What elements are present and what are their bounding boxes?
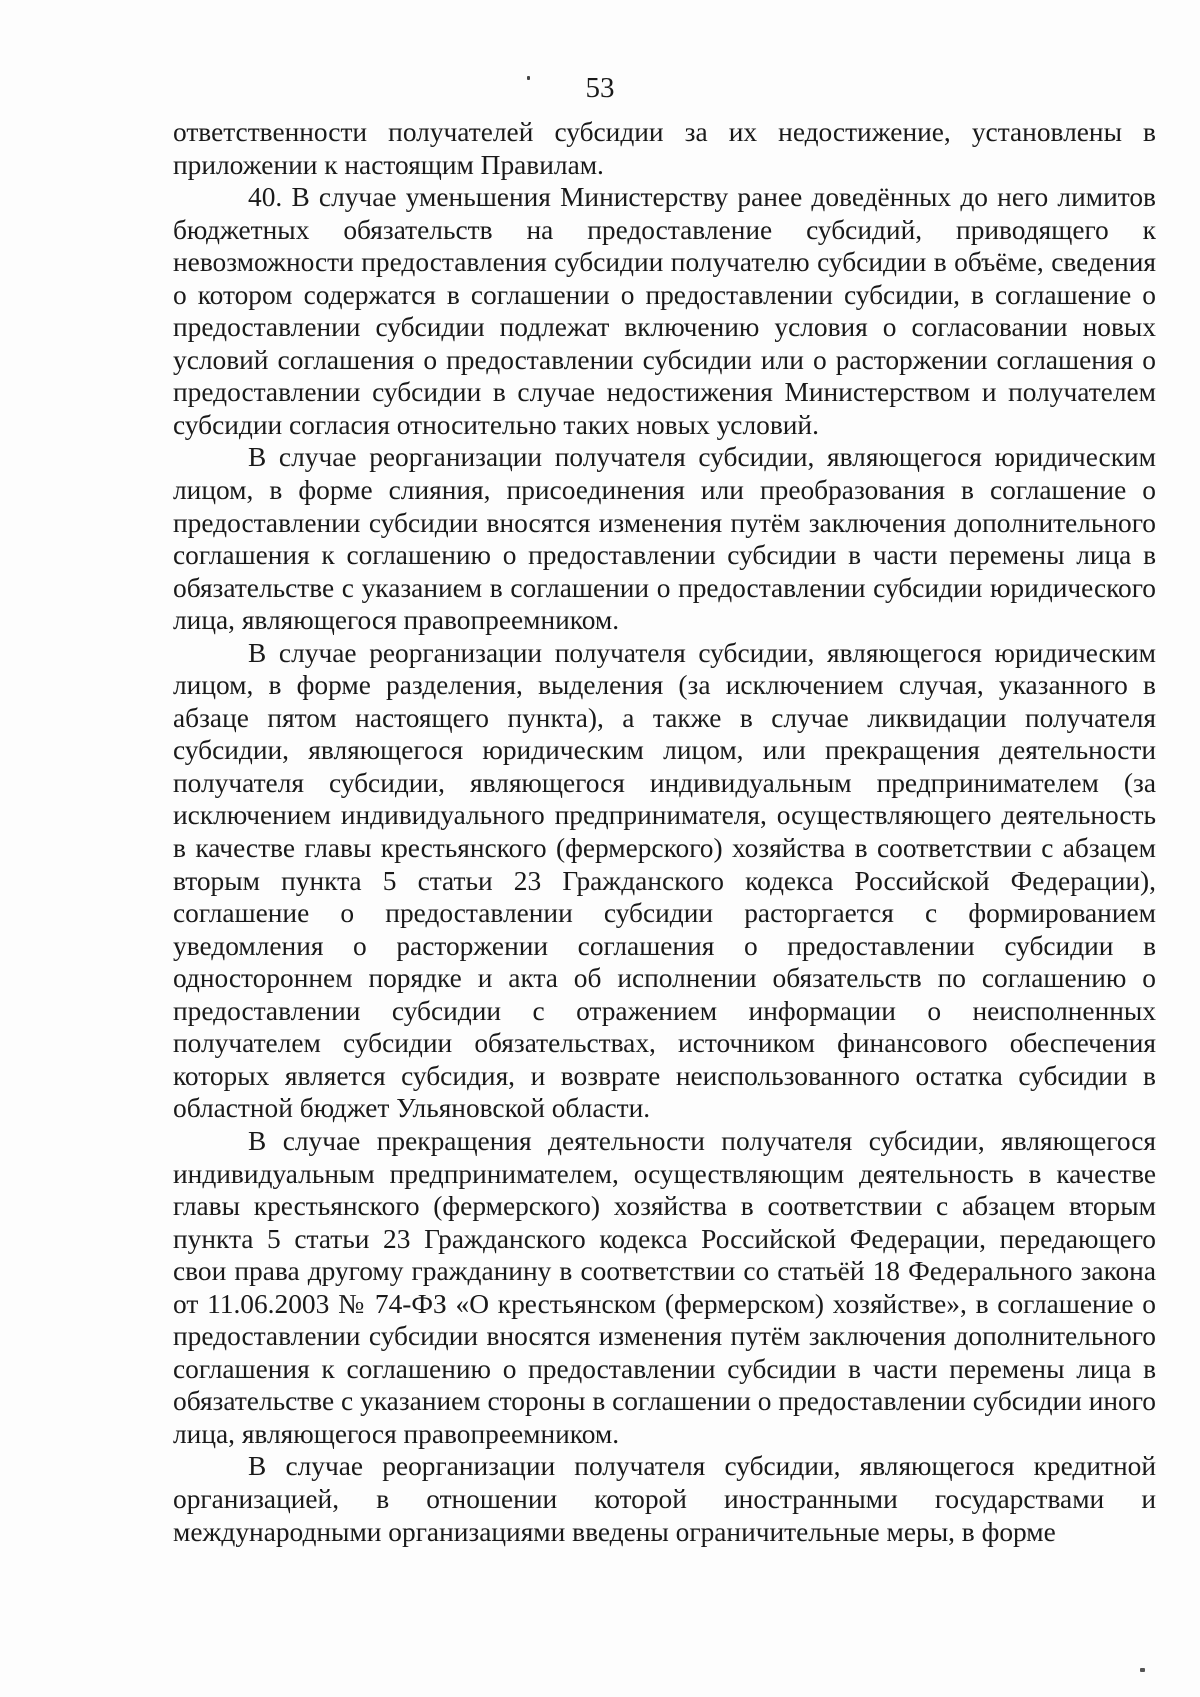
document-body <box>173 116 1156 1548</box>
scan-artifact <box>1140 1668 1145 1672</box>
paragraph-continuation: ответственности получателей субсидии за их недостижение, установлены в приложении к настоящим Правилам. <box>173 117 1156 180</box>
page-number: 53 <box>585 72 615 104</box>
paragraph-credit-organization: В случае реорганизации получателя субсидии, являющегося кредитной организацией, в отношении которой иностранными государствами и международными организациями введены ограничительные меры, в форме <box>173 1451 1156 1547</box>
paragraph-farm-termination: В случае прекращения деятельности получателя субсидии, являющегося индивидуальным предпринимателем, осуществляющим деятельность в качестве главы крестьянского (фермерского) хозяйства в соответствии с абзацем вторым пункта 5 статьи 23 Гражданского кодекса Российской Федерации, передающего свои права другому гражданину в соответствии со статьёй 18 Федерального закона от 11.06.2003 № 74-ФЗ «О крестьянском (фермерском) хозяйстве», в соглашение о предоставлении субсидии вносятся изменения путём заключения дополнительного соглашения к соглашению о предоставлении субсидии в части перемены лица в обязательстве с указанием стороны в соглашении о предоставлении субсидии иного лица, являющегося правопреемником. <box>173 1125 1156 1449</box>
paragraph-reorganization-division: В случае реорганизации получателя субсидии, являющегося юридическим лицом, в форме разделения, выделения (за исключением случая, указанного в абзаце пятом настоящего пункта), а также в случае ликвидации получателя субсидии, являющегося юридическим лицом, или прекращения деятельности получателя субсидии, являющегося индивидуальным предпринимателем (за исключением индивидуального предпринимателя, осуществляющего деятельность в качестве главы крестьянского (фермерского) хозяйства в соответствии с абзацем вторым пункта 5 статьи 23 Гражданского кодекса Российской Федерации), соглашение о предоставлении субсидии расторгается с формированием уведомления о расторжении соглашения о предоставлении субсидии в одностороннем порядке и акта об исполнении обязательств по соглашению о предоставлении субсидии с отражением информации о неисполненных получателем субсидии обязательствах, источником финансового обеспечения которых является субсидия, и возврате неиспользованного остатка субсидии в областной бюджет Ульяновской области. <box>173 637 1156 1124</box>
paragraph-reorganization-merger: В случае реорганизации получателя субсидии, являющегося юридическим лицом, в форме слияния, присоединения или преобразования в соглашение о предоставлении субсидии вносятся изменения путём заключения дополнительного соглашения к соглашению о предоставлении субсидии в части перемены лица в обязательстве с указанием в соглашении о предоставлении субсидии юридического лица, являющегося правопреемником. <box>173 442 1156 636</box>
paragraph-item-40: 40. В случае уменьшения Министерству ранее доведённых до него лимитов бюджетных обязательств на предоставление субсидий, приводящего к невозможности предоставления субсидии получателю субсидии в объёме, сведения о котором содержатся в соглашении о предоставлении субсидии, в соглашение о предоставлении субсидии подлежат включению условия о согласовании новых условий соглашения о предоставлении субсидии или о расторжении соглашения о предоставлении субсидии в случае недостижения Министерством и получателем субсидии согласия относительно таких новых условий. <box>173 182 1156 440</box>
